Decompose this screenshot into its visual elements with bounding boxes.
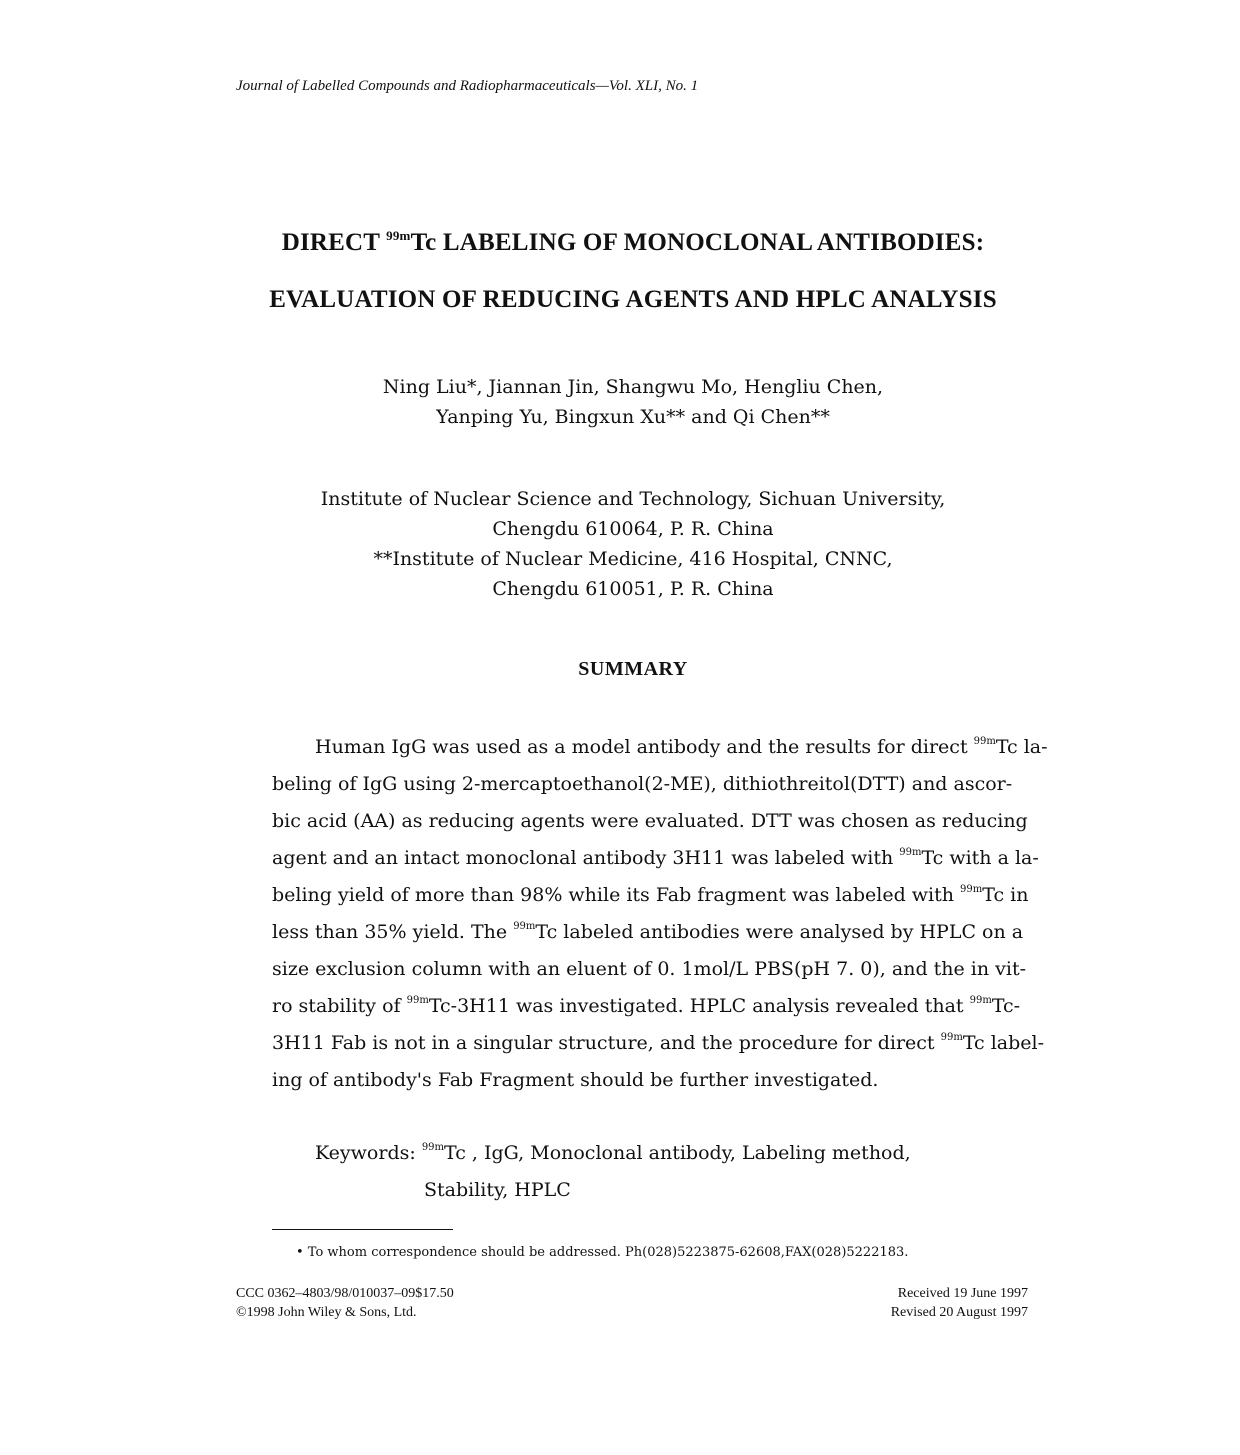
isotope-superscript: 99m	[960, 884, 983, 895]
summary-text: Tc in	[982, 884, 1029, 906]
summary-line-5	[272, 884, 1029, 906]
summary-line-10: ing of antibody's Fab Fragment should be further investigated.	[272, 1069, 879, 1091]
article-title-line-1	[0, 228, 1240, 257]
summary-text: beling yield of more than 98% while its Fab fragment was labeled with	[272, 884, 961, 906]
summary-text: Tc la-	[995, 736, 1048, 758]
summary-text: ro stability of	[272, 995, 407, 1017]
affiliation-line-4: Chengdu 610051, P. R. China	[492, 578, 774, 600]
keywords-list: Tc , IgG, Monoclonal antibody, Labeling method,	[444, 1142, 911, 1164]
summary-text: agent and an intact monoclonal antibody 3H11 was labeled with	[272, 847, 900, 869]
keywords-line-2: Stability, HPLC	[424, 1179, 571, 1201]
summary-line-4	[272, 847, 1039, 869]
title-prefix: DIRECT	[281, 229, 387, 256]
revised-date: Revised 20 August 1997	[890, 1305, 1028, 1320]
affiliation-line-2: Chengdu 610064, P. R. China	[492, 518, 774, 540]
summary-line-3: bic acid (AA) as reducing agents were evaluated. DTT was chosen as reducing	[272, 810, 1028, 832]
summary-line-8	[272, 995, 1021, 1017]
summary-text: Tc-3H11 was investigated. HPLC analysis revealed that	[428, 995, 970, 1017]
isotope-superscript: 99m	[421, 1142, 445, 1153]
summary-text: Tc labeled antibodies were analysed by HPLC on a	[535, 921, 1024, 943]
isotope-superscript: 99m	[513, 921, 536, 932]
affiliation-line-3: **Institute of Nuclear Medicine, 416 Hospital, CNNC,	[373, 548, 893, 570]
summary-line-9	[272, 1032, 1044, 1054]
summary-line-1	[315, 736, 1048, 758]
keywords-label: Keywords:	[315, 1142, 416, 1164]
copyright: ©1998 John Wiley & Sons, Ltd.	[236, 1305, 417, 1320]
summary-line-7: size exclusion column with an eluent of 0. 1mol/L PBS(pH 7. 0), and the in vit-	[272, 958, 1027, 980]
summary-text: Tc with a la-	[921, 847, 1039, 869]
isotope-superscript: 99m	[406, 995, 429, 1006]
isotope-superscript: 99m	[973, 736, 996, 747]
running-head: Journal of Labelled Compounds and Radiopharmaceuticals—Vol. XLI, No. 1	[236, 78, 699, 94]
affiliation-line-1: Institute of Nuclear Science and Technology, Sichuan University,	[320, 488, 946, 510]
article-title-line-2: EVALUATION OF REDUCING AGENTS AND HPLC ANALYSIS	[269, 286, 997, 313]
authors-line-1: Ning Liu*, Jiannan Jin, Shangwu Mo, Hengliu Chen,	[382, 376, 884, 398]
summary-heading: SUMMARY	[578, 658, 688, 680]
summary-text: Tc label-	[962, 1032, 1044, 1054]
summary-text: Human IgG was used as a model antibody and the results for direct	[315, 736, 974, 758]
summary-line-6	[272, 921, 1024, 943]
summary-line-2: beling of IgG using 2-mercaptoethanol(2-ME), dithiothreitol(DTT) and ascor-	[272, 773, 1013, 795]
title-rest: Tc LABELING OF MONOCLONAL ANTIBODIES:	[410, 229, 985, 256]
keywords-line-1	[315, 1142, 911, 1164]
summary-text: less than 35% yield. The	[272, 921, 514, 943]
ccc-code: CCC 0362–4803/98/010037–09$17.50	[236, 1286, 454, 1301]
isotope-superscript: 99m	[940, 1032, 963, 1043]
isotope-superscript: 99m	[969, 995, 992, 1006]
authors-line-2: Yanping Yu, Bingxun Xu** and Qi Chen**	[436, 406, 830, 428]
isotope-superscript: 99m	[386, 228, 411, 243]
footnote-rule	[272, 1229, 453, 1230]
summary-text: 3H11 Fab is not in a singular structure, and the procedure for direct	[272, 1032, 941, 1054]
received-date: Received 19 June 1997	[897, 1286, 1028, 1301]
summary-text: Tc-	[991, 995, 1021, 1017]
correspondence-footnote: • To whom correspondence should be addressed. Ph(028)5223875-62608,FAX(028)5222183.	[296, 1245, 909, 1260]
isotope-superscript: 99m	[899, 847, 922, 858]
